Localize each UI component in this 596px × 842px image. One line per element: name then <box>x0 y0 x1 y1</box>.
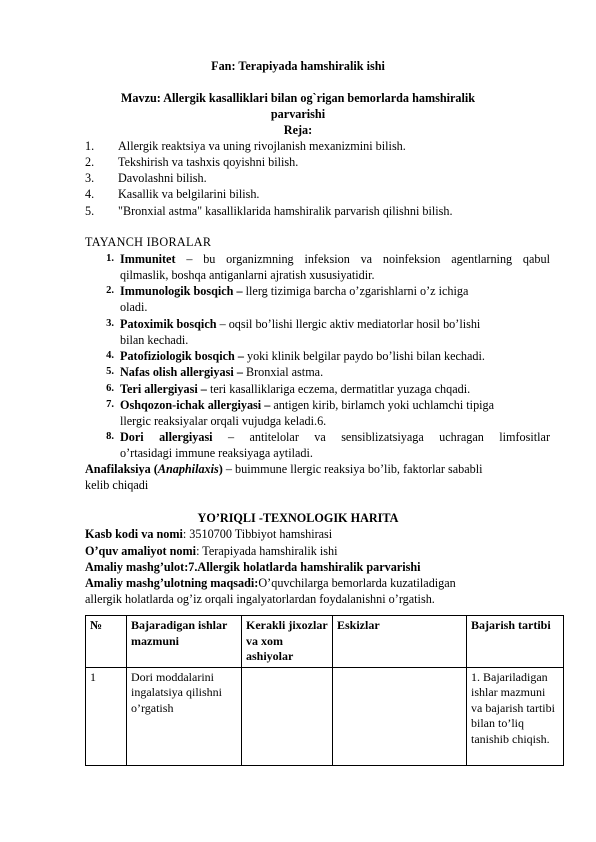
term-definition: yoki klinik belgilar paydo bo’lishi bilan kechadi. <box>246 349 485 363</box>
plan-item-number: 5. <box>85 204 95 218</box>
plan-item-text: Davolashni bilish. <box>118 171 207 185</box>
profession-value: : 3510700 Tibbiyot hamshirasi <box>182 527 333 541</box>
term-definition-cont: llergic reaksiyalar orqali vujudga keladi.6. <box>120 414 327 428</box>
subject-title: Fan: Terapiyada hamshiralik ishi <box>211 59 385 73</box>
plan-item-number: 4. <box>85 187 95 201</box>
term-name: Patofiziologik bosqich <box>120 349 235 363</box>
term-number: 2. <box>106 285 114 296</box>
anaphylaxis-definition-cont: kelib chiqadi <box>85 478 149 492</box>
term-separator: – <box>234 349 247 363</box>
term-name: Nafas olish allergiyasi <box>120 365 234 379</box>
header-cell-number: № <box>86 616 127 668</box>
paren-close: ) <box>218 462 223 476</box>
term-number: 5. <box>106 366 114 377</box>
header-cell-sketches: Eskizlar <box>333 616 467 668</box>
plan-heading: Reja: <box>283 123 313 137</box>
cell-content: Dori moddalarini ingalatsiya qilishni o’rgatish <box>127 667 242 765</box>
lesson-goal-label: Amaliy mashg’ulotning maqsadi: <box>85 576 259 590</box>
cell-sketches <box>333 667 467 765</box>
term-number: 1. <box>106 253 114 264</box>
term-line <box>120 348 550 364</box>
term-separator: – <box>175 252 204 266</box>
practice-value: : Terapiyada hamshiralik ishi <box>196 544 338 558</box>
term-number: 4. <box>106 350 114 361</box>
term-line <box>120 364 550 380</box>
cell-order: 1. Bajariladigan ishlar mazmuni va bajarish tartibi bilan to’liq tanishib chiqish. <box>467 667 564 765</box>
term-separator: – <box>261 398 274 412</box>
term-definition-cont: qilmaslik, boshqa antiganlarni ajratish xususiyatidir. <box>120 268 375 282</box>
topic-line-2: parvarishi <box>270 107 326 121</box>
lesson-title: Amaliy mashg’ulot:7.Allergik holatlarda hamshiralik parvarishi <box>85 560 421 574</box>
anaphylaxis-definition: – buimmune llergic reaksiya bo’lib, faktorlar sababli <box>222 462 483 476</box>
term-definition: antitelolar va sensiblizatsiyaga uchragan limfositlar <box>249 430 551 444</box>
tech-map-table <box>85 615 564 766</box>
term-name: Immunitet <box>120 252 176 266</box>
term-definition: llerg tizimiga barcha o’zgarishlarni o’z ichiga <box>245 284 469 298</box>
cell-equipment <box>242 667 333 765</box>
term-separator: – <box>212 430 250 444</box>
plan-item-text: Allergik reaktsiya va uning rivojlanish mexanizmini bilish. <box>118 139 406 153</box>
table-header-row <box>86 616 564 668</box>
profession-line <box>85 526 332 542</box>
term-line <box>120 283 550 299</box>
term-definition: antigen kirib, birlamch yoki uchlamchi tipiga <box>273 398 495 412</box>
term-separator: – <box>197 382 210 396</box>
term-line <box>120 397 550 413</box>
paren-open: ( <box>150 462 158 476</box>
term-number: 6. <box>106 383 114 394</box>
term-definition: teri kasalliklariga eczema, dermatitlar yuzaga chqadi. <box>209 382 471 396</box>
term-separator: – <box>233 365 246 379</box>
plan-item-text: Kasallik va belgilarini bilish. <box>118 187 260 201</box>
term-name: Dori allergiyasi <box>120 430 213 444</box>
header-cell-equipment: Kerakli jixozlar va xom ashiyolar <box>242 616 333 668</box>
term-name: Teri allergiyasi <box>120 382 198 396</box>
term-line <box>120 381 550 397</box>
plan-item-text: Tekshirish va tashxis qoyishni bilish. <box>118 155 299 169</box>
term-definition: bu organizmning infeksion va noinfeksion agentlarning qabul <box>203 252 550 266</box>
term-number: 3. <box>106 318 114 329</box>
plan-item-number: 3. <box>85 171 95 185</box>
lesson-goal-cont: allergik holatlarda og’iz orqali ingalyatorlardan foydalanishni o’rgatish. <box>85 592 435 606</box>
term-line <box>120 316 550 332</box>
topic-line-1: Mavzu: Allergik kasalliklari bilan og`rigan bemorlarda hamshiralik <box>120 91 476 105</box>
anaphylaxis-latin: Anaphilaxis <box>157 462 219 476</box>
term-separator: – <box>216 317 229 331</box>
term-definition: Bronxial astma. <box>245 365 324 379</box>
term-definition-cont: bilan kechadi. <box>120 333 189 347</box>
plan-item-number: 2. <box>85 155 95 169</box>
term-line <box>120 251 550 267</box>
cell-number: 1 <box>86 667 127 765</box>
key-terms-heading: TAYANCH IBORALAR <box>85 235 212 249</box>
practice-name-line <box>85 543 337 559</box>
term-separator: – <box>233 284 246 298</box>
lesson-goal-value: O’quvchilarga bemorlarda kuzatiladigan <box>258 576 456 590</box>
term-name: Immunologik bosqich <box>120 284 234 298</box>
tech-map-title: YO’RIQLI -TEXNOLOGIK HARITA <box>197 511 399 525</box>
term-line <box>120 429 550 445</box>
term-definition-cont: o’rtasidagi immune reaksiyaga aytiladi. <box>120 446 313 460</box>
anaphylaxis-term: Anafilaksiya <box>85 462 151 476</box>
anaphylaxis-line <box>85 461 483 477</box>
profession-label: Kasb kodi va nomi <box>85 527 183 541</box>
header-cell-order: Bajarish tartibi <box>467 616 564 668</box>
plan-item-text: "Bronxial astma" kasalliklarida hamshiralik parvarish qilishni bilish. <box>118 204 453 218</box>
term-definition-cont: oladi. <box>120 300 148 314</box>
term-name: Patoximik bosqich <box>120 317 217 331</box>
term-name: Oshqozon-ichak allergiyasi <box>120 398 262 412</box>
lesson-goal-line <box>85 575 456 591</box>
term-number: 7. <box>106 399 114 410</box>
header-cell-content: Bajaradigan ishlar mazmuni <box>127 616 242 668</box>
practice-label: O’quv amaliyot nomi <box>85 544 197 558</box>
term-number: 8. <box>106 431 114 442</box>
table-row <box>86 667 564 765</box>
term-definition: oqsil bo’lishi llergic aktiv mediatorlar hosil bo’lishi <box>228 317 481 331</box>
plan-item-number: 1. <box>85 139 95 153</box>
